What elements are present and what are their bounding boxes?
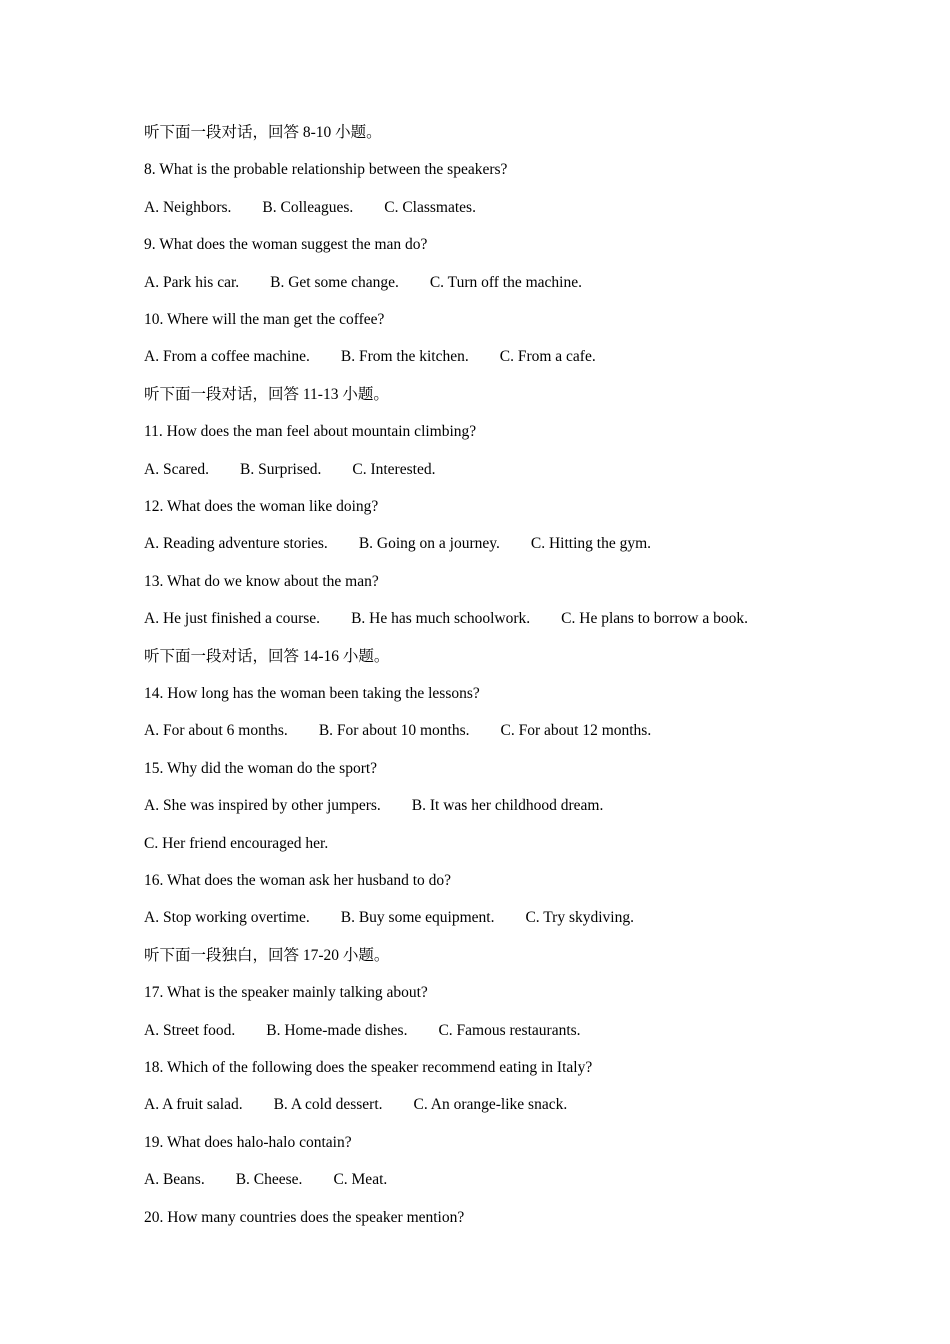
question-text: 13. What do we know about the man?: [144, 572, 379, 590]
question-text: 10. Where will the man get the coffee?: [144, 311, 385, 328]
answer-option: A. Park his car.: [144, 273, 240, 291]
answer-options: [144, 1095, 567, 1115]
question-text: 19. What does halo-halo contain?: [144, 1133, 352, 1151]
section-instruction: 听下面一段对话，回答 11-13 小题。: [144, 385, 389, 403]
answer-option: C. Meat.: [333, 1171, 388, 1189]
answer-options: [144, 1170, 387, 1190]
answer-option: B. It was her childhood dream.: [411, 797, 604, 815]
answer-option: C. He plans to borrow a book.: [561, 610, 748, 628]
answer-option: C. An orange-like snack.: [413, 1096, 568, 1114]
question-text: 17. What is the speaker mainly talking about?: [144, 984, 428, 1002]
answer-options: [144, 198, 476, 218]
answer-option: B. Colleagues.: [262, 198, 354, 216]
answer-option: B. Get some change.: [270, 273, 399, 291]
answer-option: B. A cold dessert.: [273, 1096, 383, 1114]
question-text: 16. What does the woman ask her husband to do?: [144, 872, 452, 889]
answer-options: [144, 609, 748, 629]
answer-option: A. Scared.: [144, 460, 209, 478]
question-text: 11. How does the man feel about mountain climbing?: [144, 423, 477, 441]
answer-option: C. From a cafe.: [499, 348, 596, 366]
answer-option: A. He just finished a course.: [144, 610, 321, 628]
answer-option: C. Try skydiving.: [525, 909, 634, 927]
answer-option: A. Beans.: [144, 1171, 205, 1189]
answer-option: B. Buy some equipment.: [340, 909, 495, 927]
answer-option: B. From the kitchen.: [340, 348, 469, 366]
answer-option: A. For about 6 months.: [144, 722, 288, 740]
answer-option: C. Turn off the machine.: [429, 273, 582, 291]
question-text: 9. What does the woman suggest the man do?: [144, 236, 428, 254]
question-text: 18. Which of the following does the speaker recommend eating in Italy?: [144, 1059, 593, 1076]
answer-option: B. He has much schoolwork.: [351, 610, 531, 628]
answer-option: A. From a coffee machine.: [144, 348, 310, 366]
question-text: 8. What is the probable relationship between the speakers?: [144, 161, 508, 179]
answer-option: A. Street food.: [144, 1021, 236, 1039]
answer-option: B. Home-made dishes.: [266, 1021, 408, 1039]
answer-option: C. Classmates.: [384, 198, 476, 216]
question-text: 14. How long has the woman been taking the lessons?: [144, 685, 480, 702]
section-instruction: 听下面一段独白，回答 17-20 小题。: [144, 946, 390, 964]
answer-option: A. Neighbors.: [144, 198, 232, 216]
answer-options: [144, 534, 651, 554]
question-text: C. Her friend encouraged her.: [144, 834, 329, 852]
answer-option: C. Hitting the gym.: [530, 535, 651, 553]
answer-option: A. A fruit salad.: [144, 1096, 243, 1114]
answer-options: [144, 796, 603, 816]
answer-option: C. Famous restaurants.: [438, 1021, 581, 1039]
answer-options: [144, 273, 582, 293]
answer-options: [144, 460, 435, 480]
question-text: 12. What does the woman like doing?: [144, 498, 379, 515]
answer-option: B. Surprised.: [240, 460, 322, 478]
answer-option: A. Reading adventure stories.: [144, 535, 328, 553]
answer-option: B. Going on a journey.: [358, 535, 500, 553]
question-text: 15. Why did the woman do the sport?: [144, 759, 378, 777]
answer-option: B. Cheese.: [235, 1171, 303, 1189]
answer-option: A. Stop working overtime.: [144, 909, 310, 927]
answer-option: B. For about 10 months.: [318, 722, 470, 740]
answer-options: [144, 721, 651, 741]
answer-options: [144, 1021, 581, 1041]
answer-option: A. She was inspired by other jumpers.: [144, 797, 381, 815]
answer-option: C. For about 12 months.: [500, 722, 652, 740]
section-instruction: 听下面一段对话，回答 14-16 小题。: [144, 647, 390, 665]
answer-option: C. Interested.: [352, 460, 436, 478]
answer-options: [144, 347, 596, 367]
question-text: 20. How many countries does the speaker mention?: [144, 1208, 465, 1226]
answer-options: [144, 908, 634, 928]
section-instruction: 听下面一段对话，回答 8-10 小题。: [144, 124, 382, 141]
